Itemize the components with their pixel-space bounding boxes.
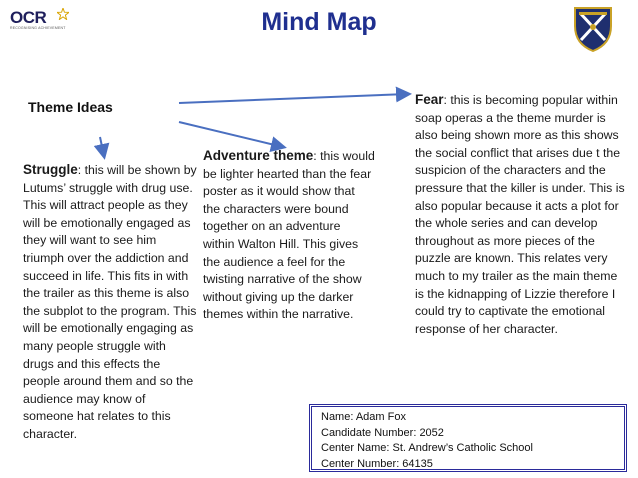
arrow-to-struggle <box>100 137 104 156</box>
center-number: Center Number: 64135 <box>321 457 433 470</box>
candidate-number: Candidate Number: 2052 <box>321 426 444 439</box>
fear-heading: Fear <box>415 92 444 107</box>
candidate-name: Name: Adam Fox <box>321 411 406 423</box>
arrow-to-fear <box>179 94 408 103</box>
adventure-body: : this would be lighter hearted than the fear poster as it would show that the characters were bound together on an adventure within Walton Hill. This gives the audience a feel for the twisting narrative of the show without giving up the darker themes within the narrative. <box>203 149 375 322</box>
struggle-paragraph <box>23 161 199 444</box>
candidate-info-box <box>309 404 627 472</box>
fear-body: : this is becoming popular within soap operas a the theme murder is also being shown more as this shows the social conflict that arises due t the suspicion of the characters and the pressure that the killer is under. This is also popular because it acts a plot for the whole series and can develop throughout as more pieces of the puzzle are known. This relates very much to my trailer as the main theme is the kidnapping of Lizzie therefore I could try to captivate the emotional response of her character. <box>415 93 625 336</box>
adventure-paragraph <box>203 147 375 324</box>
theme-ideas-label: Theme Ideas <box>28 99 113 115</box>
struggle-heading: Struggle <box>23 162 78 177</box>
fear-paragraph <box>415 91 625 338</box>
adventure-heading: Adventure theme <box>203 148 314 163</box>
arrow-to-adventure <box>179 122 283 147</box>
struggle-body: : this will be shown by Lutums’ struggle with drug use. This will attract people as they will be emotionally engaged as they will want to see him triumph over the addiction and succeed in life. This fits in with the trailer as this theme is also the subplot to the program. This will be emotionally engaging as many people struggle with drugs and this effects the people around them and so the audience may know of someone hat relates to this character. <box>23 163 197 441</box>
page-title: Mind Map <box>261 8 377 36</box>
ocr-logo-tagline: RECOGNISING ACHIEVEMENT <box>10 26 66 30</box>
ocr-logo-text: OCR <box>10 8 47 27</box>
center-name: Center Name: St. Andrew’s Catholic School <box>321 442 533 454</box>
